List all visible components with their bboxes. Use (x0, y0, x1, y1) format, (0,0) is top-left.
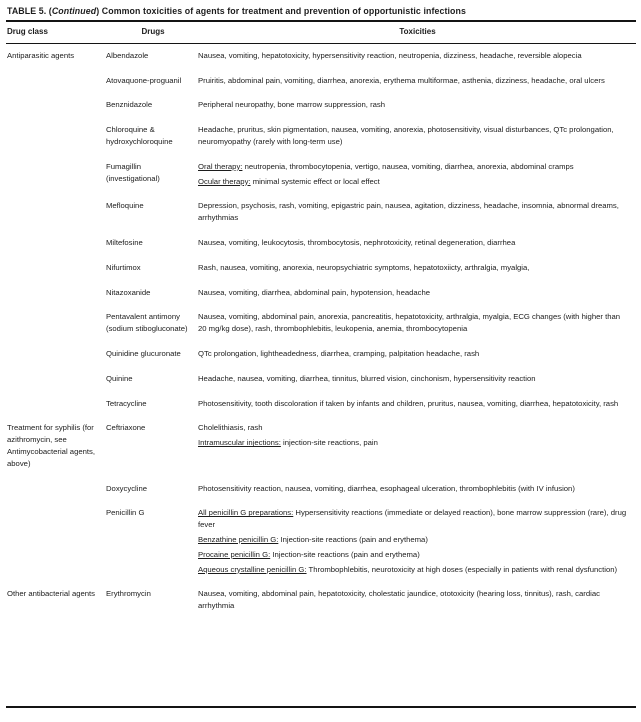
toxicities-cell (198, 588, 636, 612)
toxicity-text: Thrombophlebitis, neurotoxicity at high doses (especially in patients with renal dysfunction) (306, 564, 618, 574)
therapy-type-label: Ocular therapy: (198, 176, 251, 186)
drug-name-cell: Ceftriaxone (106, 423, 146, 433)
toxicity-paragraph (198, 549, 628, 561)
drug-class-cell (6, 75, 106, 87)
drug-name-cell: Quinidine glucuronate (106, 348, 181, 358)
toxicities-cell (198, 237, 636, 249)
toxicities-cell (198, 161, 636, 188)
toxicity-text: Nausea, vomiting, diarrhea, abdominal pain, hypotension, headache (198, 287, 431, 297)
table-row (6, 99, 636, 111)
column-header-drugs: Drugs (141, 27, 165, 36)
toxicities-cell (198, 311, 636, 335)
toxicity-text: Photosensitivity, tooth discoloration if taken by infants and children, pruritus, nausea, vomiting, diarrhea, hepatotoxicity, rash (198, 398, 619, 408)
drug-name-cell: Fumagillin (investigational) (106, 161, 160, 183)
table-row (6, 50, 636, 62)
toxicities-cell (198, 422, 636, 469)
drug-name-cell: Doxycycline (106, 483, 148, 493)
toxicity-text: minimal systemic effect or local effect (250, 176, 380, 186)
drug-class-cell (6, 99, 106, 111)
toxicity-paragraph (198, 287, 628, 299)
toxicities-cell (198, 348, 636, 360)
toxicity-paragraph (198, 534, 628, 546)
toxicity-paragraph (198, 200, 628, 224)
toxicity-text: neutropenia, thrombocytopenia, vertigo, nausea, vomiting, diarrhea, anorexia, abdominal cramps (242, 161, 574, 171)
table-number: TABLE 5. ( (7, 6, 52, 16)
drug-class-cell (6, 348, 106, 360)
drug-name-cell: Tetracycline (106, 398, 147, 408)
drug-class-cell (6, 237, 106, 249)
toxicity-text: Nausea, vomiting, hepatotoxicity, hypersensitivity reaction, neutropenia, dizziness, headache, reversible alopecia (198, 50, 582, 60)
toxicity-paragraph (198, 373, 628, 385)
therapy-type-label: Procaine penicillin G: (198, 549, 271, 559)
toxicities-cell (198, 124, 636, 148)
toxicity-text: QTc prolongation, lightheadedness, diarrhea, cramping, palpitation headache, rash (198, 348, 480, 358)
table-row (6, 262, 636, 274)
toxicity-text: Cholelithiasis, rash (198, 423, 263, 433)
table-row (6, 287, 636, 299)
toxicity-text: Pruiritis, abdominal pain, vomiting, diarrhea, anorexia, erythema multiformae, asthenia, dizziness, headache, oral ulcers (198, 75, 605, 85)
therapy-type-label: All penicillin G preparations: (198, 508, 294, 518)
toxicity-text: Rash, nausea, vomiting, anorexia, neuropsychiatric symptoms, hepatotoxiicty, arthralgia, myalgia, (198, 262, 530, 272)
drug-name-cell: Atovaquone-proguanil (106, 75, 182, 85)
therapy-type-label: Oral therapy: (198, 161, 243, 171)
drug-name-cell: Penicillin G (106, 508, 145, 518)
table-caption: ) Common toxicities of agents for treatment and prevention of opportunistic infections (96, 6, 467, 16)
table-row (6, 483, 636, 495)
drug-name-cell: Erythromycin (106, 589, 151, 599)
therapy-type-label: Aqueous crystalline penicillin G: (198, 564, 307, 574)
drug-name-cell: Albendazole (106, 50, 149, 60)
toxicity-paragraph (198, 237, 628, 249)
toxicity-paragraph (198, 398, 628, 410)
toxicity-paragraph (198, 50, 628, 62)
drug-class-cell: Treatment for syphilis (for azithromycin, see Antimycobacterial agents, above) (7, 423, 96, 468)
toxicities-cell (198, 507, 636, 575)
drug-class-cell (6, 262, 106, 274)
drug-name-cell: Miltefosine (106, 237, 143, 247)
drug-class-cell: Other antibacterial agents (7, 589, 96, 599)
table-row (6, 588, 636, 612)
table-row (6, 311, 636, 335)
toxicity-paragraph (198, 262, 628, 274)
drug-name-cell: Mefloquine (106, 201, 144, 211)
table-row (6, 200, 636, 224)
table-row (6, 507, 636, 575)
drug-class-cell (6, 161, 106, 188)
drug-class-cell (6, 398, 106, 410)
table-row (6, 161, 636, 188)
toxicity-text: Nausea, vomiting, abdominal pain, hepatotoxicity, cholestatic jaundice, ototoxicity (hearing loss, tinnitus), rash, cardiac arrhythmia (198, 589, 600, 611)
toxicities-cell (198, 373, 636, 385)
toxicities-cell (198, 287, 636, 299)
toxicity-paragraph (198, 311, 628, 335)
toxicity-paragraph (198, 176, 628, 188)
table-body (6, 44, 636, 706)
column-header-drug-class: Drug class (7, 27, 48, 36)
bottom-rule (6, 706, 636, 709)
toxicity-paragraph (198, 75, 628, 87)
toxicities-cell (198, 99, 636, 111)
toxicities-cell (198, 262, 636, 274)
toxicities-cell (198, 200, 636, 224)
table-row (6, 373, 636, 385)
drug-class-cell (6, 200, 106, 224)
drug-name-cell: Chloroquine & hydroxychloroquine (106, 125, 173, 146)
toxicity-text: Headache, nausea, vomiting, diarrhea, tinnitus, blurred vision, cinchonism, hypersensitivity reaction (198, 373, 536, 383)
table-row (6, 75, 636, 87)
drug-class-cell (6, 124, 106, 148)
toxicity-text: Injection-site reactions (pain and erythema) (270, 549, 420, 559)
drug-class-cell (6, 287, 106, 299)
toxicity-paragraph (198, 588, 628, 612)
therapy-type-label: Benzathine penicillin G: (198, 534, 279, 544)
table-row (6, 348, 636, 360)
drug-name-cell: Nitazoxanide (106, 287, 151, 297)
toxicities-cell (198, 398, 636, 410)
toxicity-paragraph (198, 161, 628, 173)
toxicity-text: Peripheral neuropathy, bone marrow suppression, rash (198, 100, 386, 110)
table-row (6, 398, 636, 410)
toxicity-text: Depression, psychosis, rash, vomiting, epigastric pain, nausea, agitation, dizziness, headache, insomnia, abnormal dreams, arrhythmias (198, 201, 619, 223)
table-title (7, 5, 636, 17)
table-row (6, 124, 636, 148)
toxicity-text: Nausea, vomiting, abdominal pain, anorexia, pancreatitis, hepatotoxicity, arthralgia, myalgia, ECG changes (with higher than 20 mg/kg dose), rash, thrombophlebitis, leukopenia, anemia, thrombocytopenia (198, 312, 621, 334)
toxicity-text: injection-site reactions, pain (280, 438, 378, 448)
drug-class-cell (6, 483, 106, 495)
toxicities-cell (198, 50, 636, 62)
drug-name-cell: Pentavalent antimony (sodium stibogluconate) (106, 312, 188, 334)
drug-name-cell: Nifurtimox (106, 262, 141, 272)
toxicity-paragraph (198, 348, 628, 360)
drug-class-cell (6, 373, 106, 385)
drug-name-cell: Benznidazole (106, 100, 153, 110)
table-continued-marker: Continued (51, 6, 97, 16)
toxicity-paragraph (198, 99, 628, 111)
toxicity-text: Injection-site reactions (pain and erythema) (278, 534, 428, 544)
toxicity-text: Photosensitivity reaction, nausea, vomiting, diarrhea, esophageal ulceration, thrombophlebitis (with IV infusion) (198, 483, 575, 493)
toxicities-cell (198, 75, 636, 87)
column-header-toxicities: Toxicities (399, 27, 436, 36)
therapy-type-label: Intramuscular injections: (198, 438, 281, 448)
drug-class-cell (6, 507, 106, 575)
toxicities-cell (198, 483, 636, 495)
toxicity-paragraph (198, 437, 628, 449)
toxicity-text: Hypersensitivity reactions (immediate or delayed reaction), bone marrow suppression (rare), drug fever (198, 508, 627, 530)
toxicity-text: Headache, pruritus, skin pigmentation, nausea, vomiting, anorexia, photosensitivity, visual disturbances, QTc prolongation, neuromyopathy (rarely with long-term use) (198, 125, 614, 146)
toxicity-paragraph (198, 507, 628, 531)
drug-class-cell: Antiparasitic agents (7, 50, 75, 60)
drug-class-cell (6, 311, 106, 335)
toxicity-paragraph (198, 564, 628, 576)
toxicity-paragraph (198, 124, 628, 148)
toxicity-text: Nausea, vomiting, leukocytosis, thrombocytosis, nephrotoxicity, retinal degeneration, diarrhea (198, 237, 516, 247)
toxicity-paragraph (198, 483, 628, 495)
table-row (6, 237, 636, 249)
table-header-row (6, 22, 636, 43)
table-row (6, 422, 636, 469)
drug-name-cell: Quinine (106, 373, 133, 383)
toxicity-paragraph (198, 422, 628, 434)
